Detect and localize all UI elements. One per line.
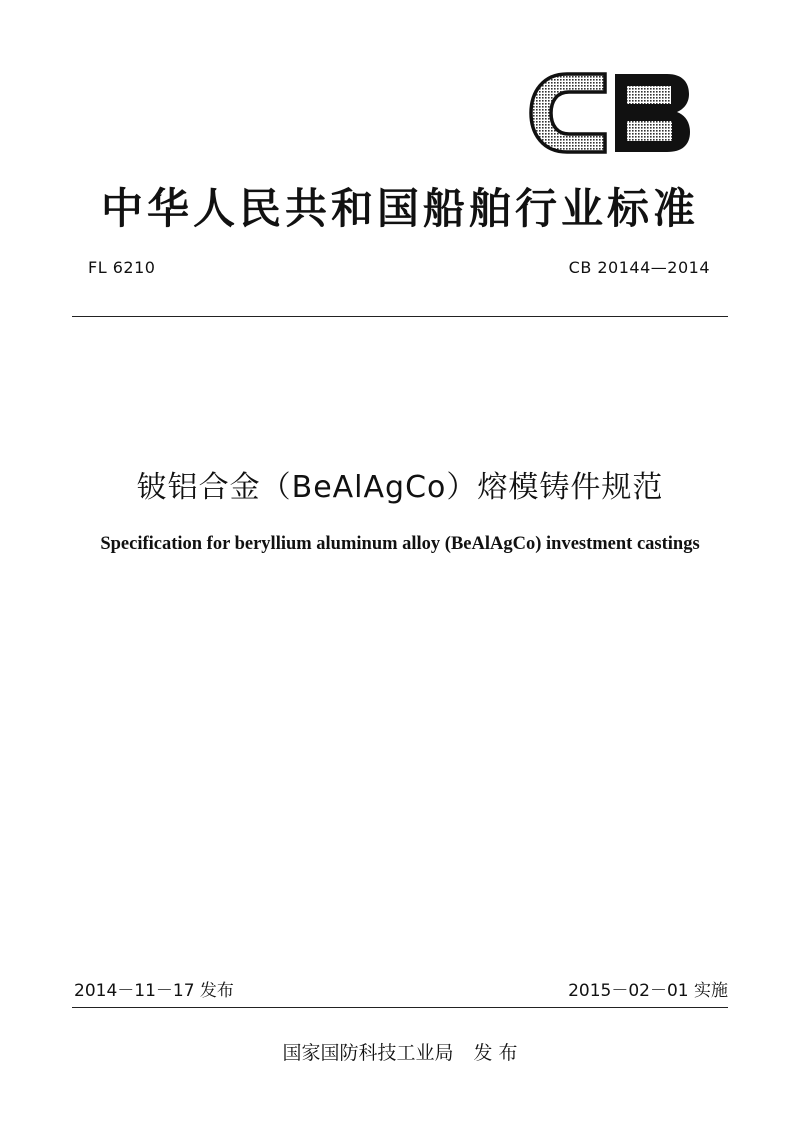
footer-divider: [72, 1007, 728, 1008]
cb-logo: [527, 70, 693, 156]
publish-label: 发 布: [473, 1042, 518, 1064]
logo-letter-b: [615, 74, 690, 152]
header-divider: [72, 316, 728, 317]
document-title-english: Specification for beryllium aluminum alloy (BeAlAgCo) investment castings: [100, 534, 700, 554]
standard-title: 中华人民共和国船舶行业标准: [100, 184, 699, 233]
publisher-line: [0, 1038, 800, 1065]
publisher-name: 国家国防科技工业局: [282, 1042, 454, 1064]
issue-date: 2014－11－17 发布: [74, 981, 234, 1001]
document-title-chinese: 铍铝合金（BeAlAgCo）熔模铸件规范: [136, 470, 664, 505]
fl-classification-code: FL 6210: [88, 258, 156, 277]
standard-number: CB 20144—2014: [568, 258, 710, 277]
logo-letter-c: [531, 74, 605, 152]
implementation-date: 2015－02－01 实施: [568, 981, 728, 1001]
